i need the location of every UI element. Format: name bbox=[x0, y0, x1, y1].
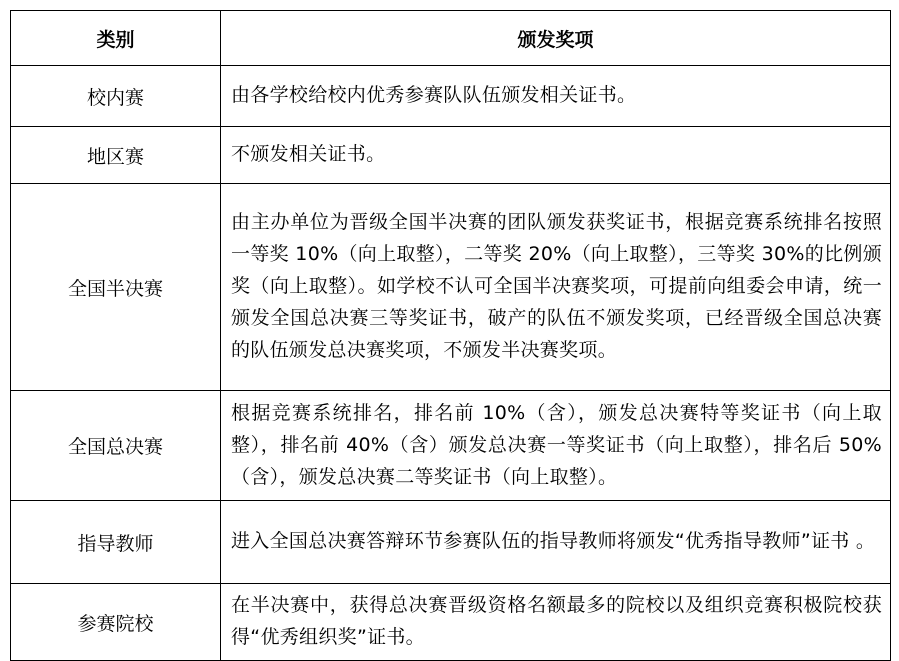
row-category: 校内赛 bbox=[11, 66, 221, 127]
row-award: 不颁发相关证书。 bbox=[221, 127, 891, 184]
header-row bbox=[11, 11, 891, 66]
table-row bbox=[11, 127, 891, 184]
row-award: 进入全国总决赛答辩环节参赛队伍的指导教师将颁发“优秀指导教师”证书 。 bbox=[221, 501, 891, 584]
row-award: 由主办单位为晋级全国半决赛的团队颁发获奖证书，根据竞赛系统排名按照一等奖 10%（向上取整），二等奖 20%（向上取整），三等奖 30%的比例颁奖（向上取整）。如学校不认可全国半决赛奖项，可提前向组委会申请，统一颁发全国总决赛三等奖证书，破产的队伍不颁发奖项，已经晋级全国总决赛的队伍颁发总决赛奖项，不颁发半决赛奖项。 bbox=[221, 184, 891, 391]
header-award: 颁发奖项 bbox=[221, 11, 891, 66]
row-award: 在半决赛中，获得总决赛晋级资格名额最多的院校以及组织竞赛积极院校获得“优秀组织奖”证书。 bbox=[221, 584, 891, 661]
header-category: 类别 bbox=[11, 11, 221, 66]
table-row bbox=[11, 391, 891, 501]
table-row bbox=[11, 184, 891, 391]
row-category: 全国总决赛 bbox=[11, 391, 221, 501]
row-category: 参赛院校 bbox=[11, 584, 221, 661]
row-category: 指导教师 bbox=[11, 501, 221, 584]
table-row bbox=[11, 501, 891, 584]
row-category: 全国半决赛 bbox=[11, 184, 221, 391]
awards-table bbox=[10, 10, 891, 661]
table-row bbox=[11, 584, 891, 661]
row-award: 根据竞赛系统排名，排名前 10%（含），颁发总决赛特等奖证书（向上取整），排名前 40%（含）颁发总决赛一等奖证书（向上取整），排名后 50%（含），颁发总决赛二等奖证书（向上取整）。 bbox=[221, 391, 891, 501]
row-category: 地区赛 bbox=[11, 127, 221, 184]
table-row bbox=[11, 66, 891, 127]
row-award: 由各学校给校内优秀参赛队队伍颁发相关证书。 bbox=[221, 66, 891, 127]
